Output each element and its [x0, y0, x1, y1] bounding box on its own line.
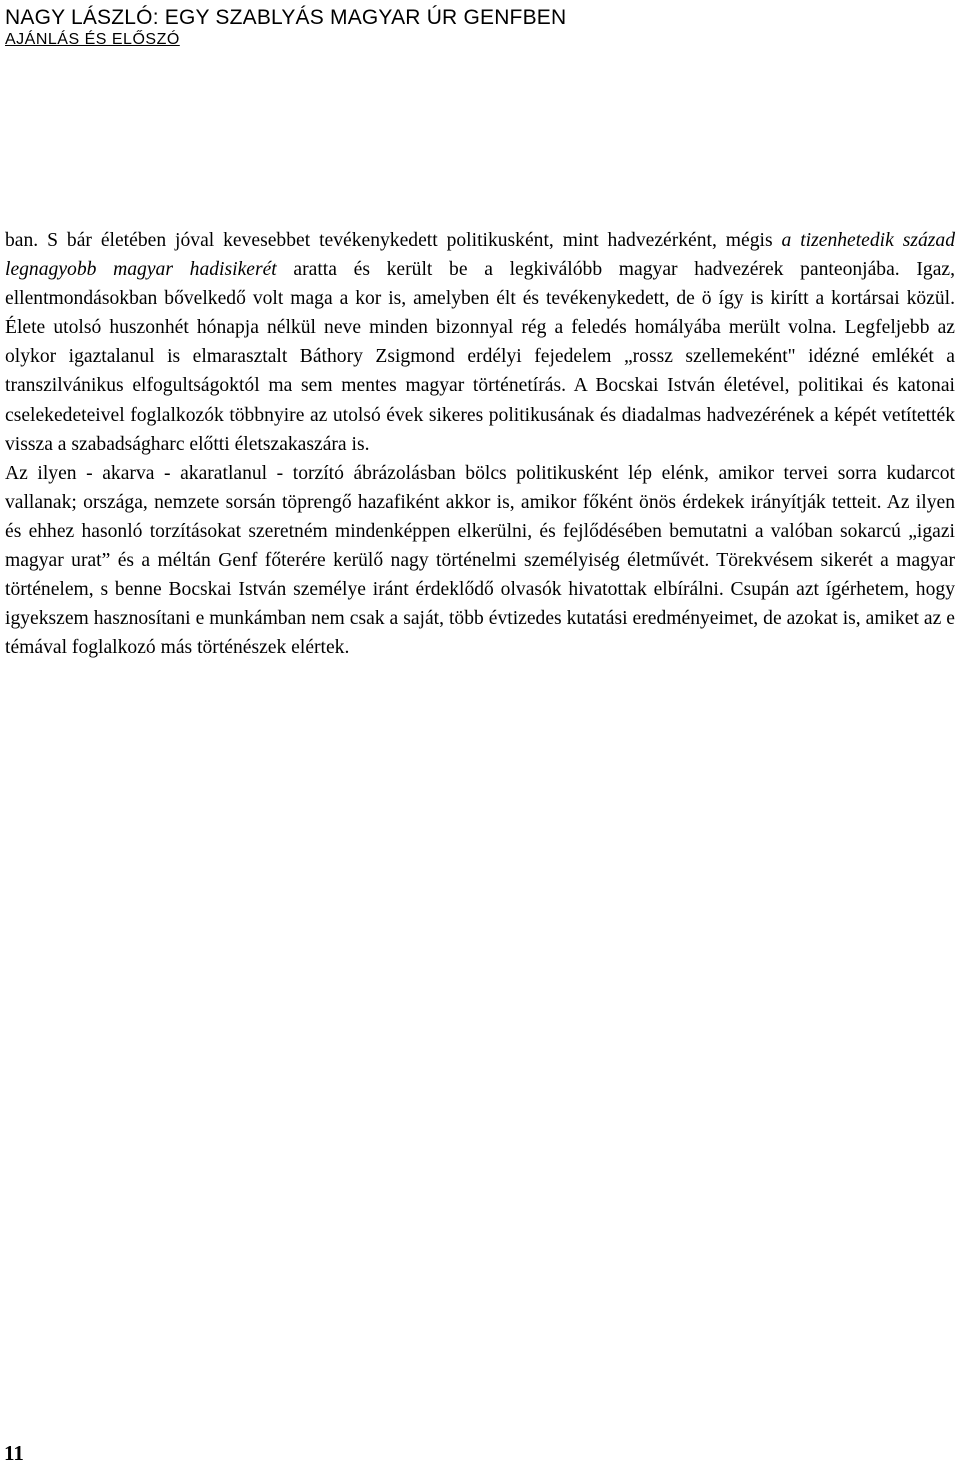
body-text [5, 226, 955, 662]
section-title: AJÁNLÁS ÉS ELŐSZÓ [5, 31, 180, 48]
page-number: 11 [4, 1441, 24, 1465]
paragraph-1-italic: a tizenhetedik század legnagyobb magyar hadisikerét [5, 230, 955, 281]
paragraph-1 [5, 226, 955, 459]
book-title: NAGY LÁSZLÓ: EGY SZABLYÁS MAGYAR ÚR GENFBEN [5, 6, 567, 29]
paragraph-1-rest: aratta és került be a legkiválóbb magyar hadvezérek panteonjába. Igaz, ellentmondásokban bővelkedő volt maga a kor is, amelyben élt és tevékenykedett, de ö így is kirítt a kortársai közül. Élete utolsó huszonhét hónapja nélkül neve minden bizonnyal rég a feledés homályába merült volna. Legfeljebb az olykor igaztalanul is elmarasztalt Báthory Zsigmond erdélyi fejedelem „rossz szellemeként" idézné emlékét a transzilvánikus elfogultságoktól ma sem mentes magyar történetírás. A Bocskai István életével, politikai és katonai cselekedeteivel foglalkozók többnyire az utolsó évek sikeres politikusának és diadalmas hadvezérének a képét vetítették vissza a szabadságharc előtti életszakaszára is. [5, 259, 956, 455]
page-header [5, 6, 945, 50]
paragraph-2: Az ilyen - akarva - akaratlanul - torzító ábrázolásban bölcs politikusként lép elénk, amikor tervei sorra kudarcot vallanak; országa, nemzete sorsán töprengő hazafiként akkor is, amikor főként önös érdekek irányítják tetteit. Az ilyen és ehhez hasonló torzításokat szeretném mindenképpen elkerülni, és fejlődésében bemutatni a valóban sokarcú „igazi magyar urat” és a méltán Genf főterére kerülő nagy történelmi személyiség életművét. Törekvésem sikerét a magyar történelem, s benne Bocskai István személye iránt érdeklődő olvasók hivatottak elbírálni. Csupán azt ígérhetem, hogy igyekszem hasznosítani e munkámban nem csak a saját, több évtizedes kutatási eredményeimet, de azokat is, amiket az e témával foglalkozó más történészek elértek. [5, 462, 955, 659]
paragraph-1-start: ban. S bár életében jóval kevesebbet tevékenykedett politikusként, mint hadvezérként, mégis [5, 230, 782, 251]
